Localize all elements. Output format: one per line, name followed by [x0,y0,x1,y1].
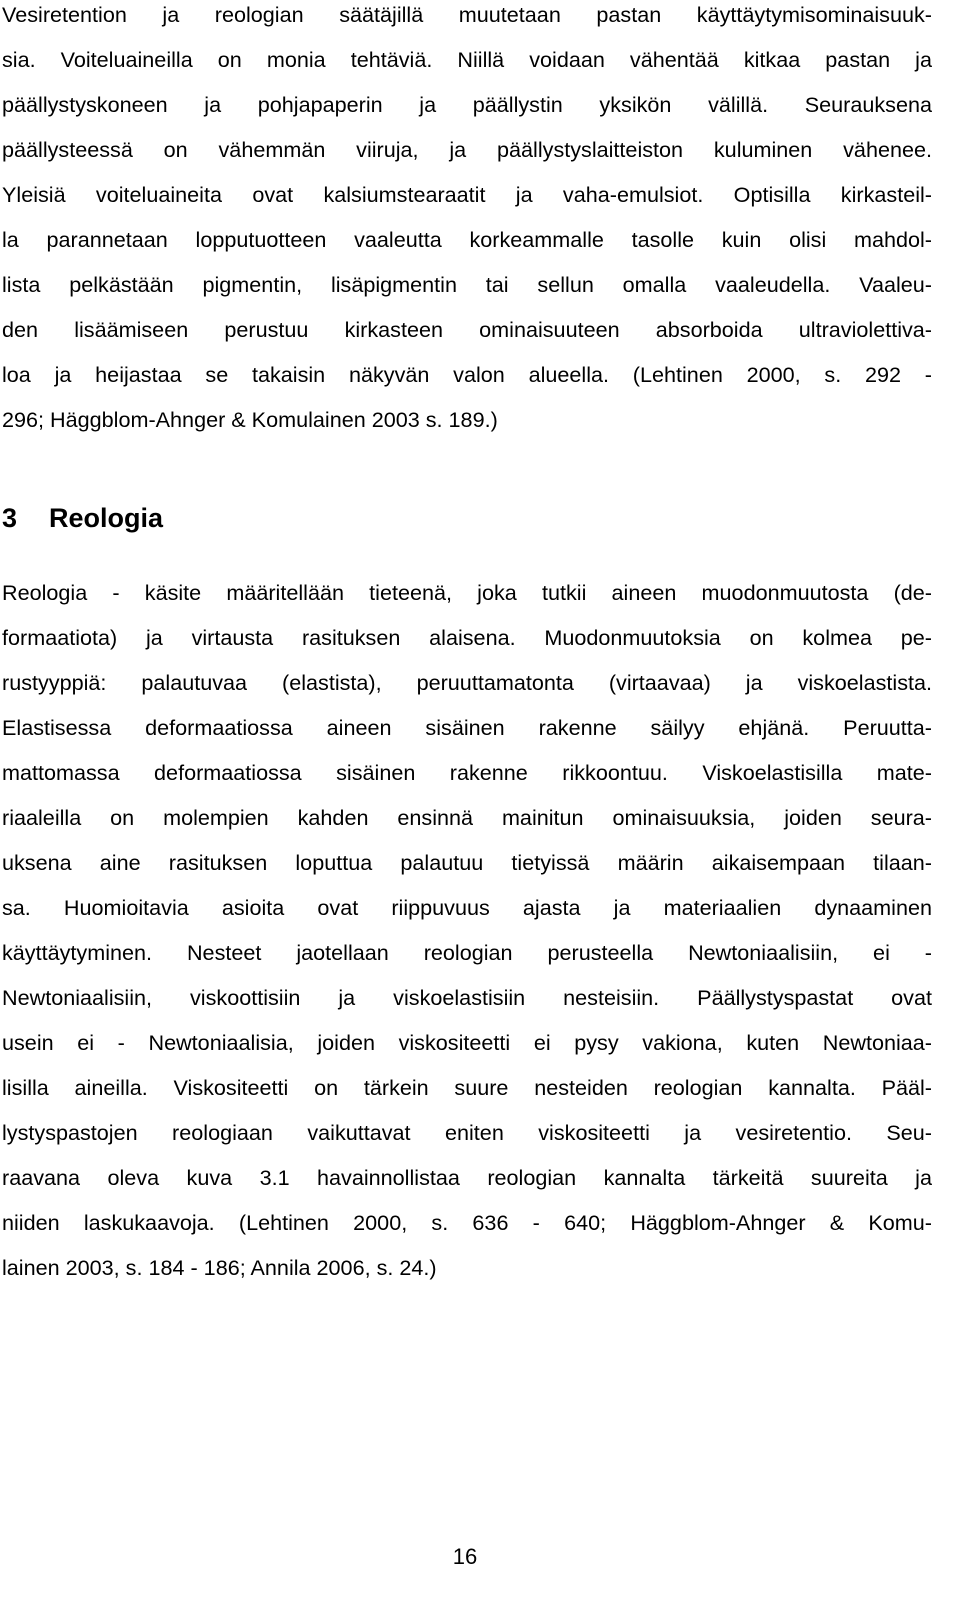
text-line: rustyyppiä: palautuvaa (elastista), peruuttamatonta (virtaavaa) ja viskoelastista. [2,670,932,695]
text-line: 296; Häggblom-Ahnger & Komulainen 2003 s. 189.) [2,407,498,432]
body-paragraph-2 [2,570,932,1290]
text-line: niiden laskukaavoja. (Lehtinen 2000, s. 636 - 640; Häggblom-Ahnger & Komu- [2,1210,932,1235]
text-line: formaatiota) ja virtausta rasituksen alaisena. Muodonmuutoksia on kolmea pe- [2,625,932,650]
text-line: sa. Huomioitavia asioita ovat riippuvuus ajasta ja materiaalien dynaaminen [2,895,932,920]
text-line: käyttäytyminen. Nesteet jaotellaan reologian perusteella Newtoniaalisiin, ei - [2,940,932,965]
text-line: päällystyskoneen ja pohjapaperin ja päällystin yksikön välillä. Seurauksena [2,92,932,117]
text-line: la parannetaan lopputuotteen vaaleutta korkeammalle tasolle kuin olisi mahdol- [2,227,932,252]
text-line: Reologia - käsite määritellään tieteenä, joka tutkii aineen muodonmuutosta (de- [2,580,932,605]
text-line: lainen 2003, s. 184 - 186; Annila 2006, s. 24.) [2,1255,437,1280]
text-line: loa ja heijastaa se takaisin näkyvän valon alueella. (Lehtinen 2000, s. 292 - [2,362,932,387]
body-paragraph-1 [2,0,932,442]
text-line: Newtoniaalisiin, viskoottisiin ja viskoelastisiin nesteisiin. Päällystyspastat ovat [2,985,932,1010]
text-line: päällysteessä on vähemmän viiruja, ja päällystyslaitteiston kuluminen vähenee. [2,137,932,162]
text-line: lystyspastojen reologiaan vaikuttavat eniten viskositeetti ja vesiretentio. Seu- [2,1120,932,1145]
text-line: lisilla aineilla. Viskositeetti on tärkein suure nesteiden reologian kannalta. Pääl- [2,1075,932,1100]
page-number: 16 [452,1544,478,1569]
text-line: den lisäämiseen perustuu kirkasteen ominaisuuteen absorboida ultraviolettiva- [2,317,932,342]
text-line: sia. Voiteluaineilla on monia tehtäviä. Niillä voidaan vähentää kitkaa pastan ja [2,47,932,72]
text-line: Vesiretention ja reologian säätäjillä muutetaan pastan käyttäytymisominaisuuk- [2,2,932,27]
text-line: Elastisessa deformaatiossa aineen sisäinen rakenne säilyy ehjänä. Peruutta- [2,715,932,740]
section-title: Reologia [49,503,164,533]
section-heading [2,496,163,540]
text-line: riaaleilla on molempien kahden ensinnä mainitun ominaisuuksia, joiden seura- [2,805,932,830]
text-line: usein ei - Newtoniaalisia, joiden viskositeetti ei pysy vakiona, kuten Newtoniaa- [2,1030,932,1055]
text-line: Yleisiä voiteluaineita ovat kalsiumstearaatit ja vaha-emulsiot. Optisilla kirkasteil- [2,182,932,207]
text-line: uksena aine rasituksen loputtua palautuu tietyissä määrin aikaisempaan tilaan- [2,850,932,875]
section-number: 3 [2,503,18,533]
text-line: raavana oleva kuva 3.1 havainnollistaa reologian kannalta tärkeitä suureita ja [2,1165,932,1190]
text-line: lista pelkästään pigmentin, lisäpigmentin tai sellun omalla vaaleudella. Vaaleu- [2,272,932,297]
text-line: mattomassa deformaatiossa sisäinen rakenne rikkoontuu. Viskoelastisilla mate- [2,760,932,785]
